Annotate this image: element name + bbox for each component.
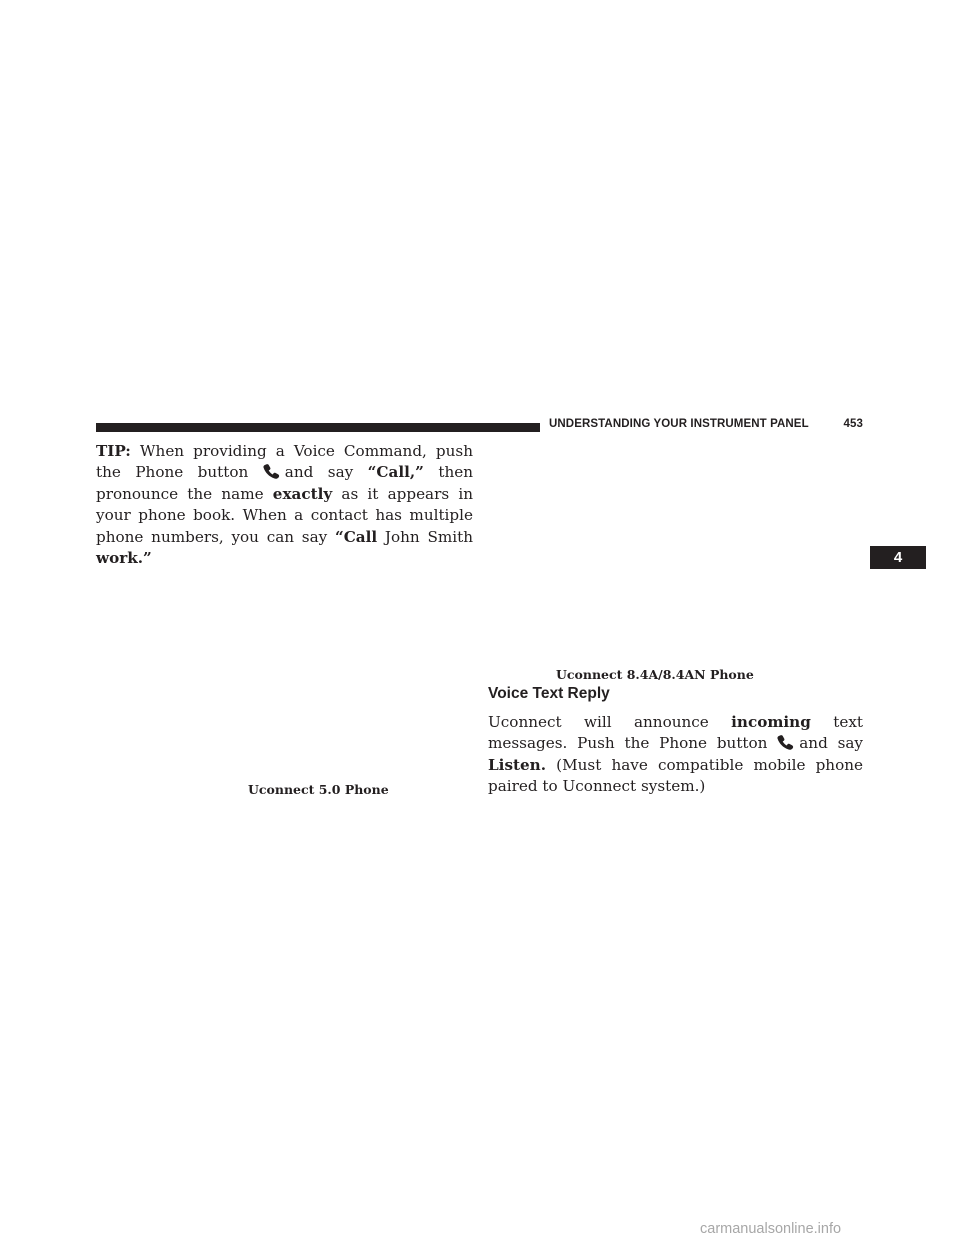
tip-text: as it appears in your phone book. When a contact has multiple phone numbers, you can say [96,484,473,546]
figure-caption-uconnect-50: Uconnect 5.0 Phone [248,782,389,797]
header-rule [96,423,540,432]
page-number: 453 [843,418,863,430]
running-header [549,418,863,430]
reply-text: and say [799,734,863,753]
tip-text: then pronounce the name [96,463,473,503]
watermark: carmanualsonline.info [700,1221,842,1237]
call-command: “Call,” [367,463,424,482]
voice-text-reply-paragraph [488,712,863,798]
tip-text: John Smith [377,527,473,546]
tip-label: TIP: [96,442,131,460]
chapter-tab: 4 [870,546,926,569]
tip-text: When providing a Voice Command, push the Phone button [96,442,473,482]
exactly-emphasis: exactly [272,484,333,503]
tip-paragraph [96,441,473,569]
reply-text: (Must have compatible mobile phone paired to Uconnect system.) [488,755,863,796]
incoming-emphasis: incoming [731,713,811,731]
call-open: “Call [334,527,378,546]
phone-icon [777,734,797,750]
voice-text-reply-heading: Voice Text Reply [488,685,610,702]
tip-text: and say [284,463,368,482]
figure-caption-uconnect-84: Uconnect 8.4A/8.4AN Phone [556,667,754,682]
reply-text: text messages. Push the Phone button [488,713,864,753]
listen-command: Listen. [488,755,547,774]
work-command: work.” [96,549,152,568]
reply-text: Uconnect will announce [488,713,732,731]
phone-icon [263,463,283,479]
section-title: UNDERSTANDING YOUR INSTRUMENT PANEL [549,418,809,430]
